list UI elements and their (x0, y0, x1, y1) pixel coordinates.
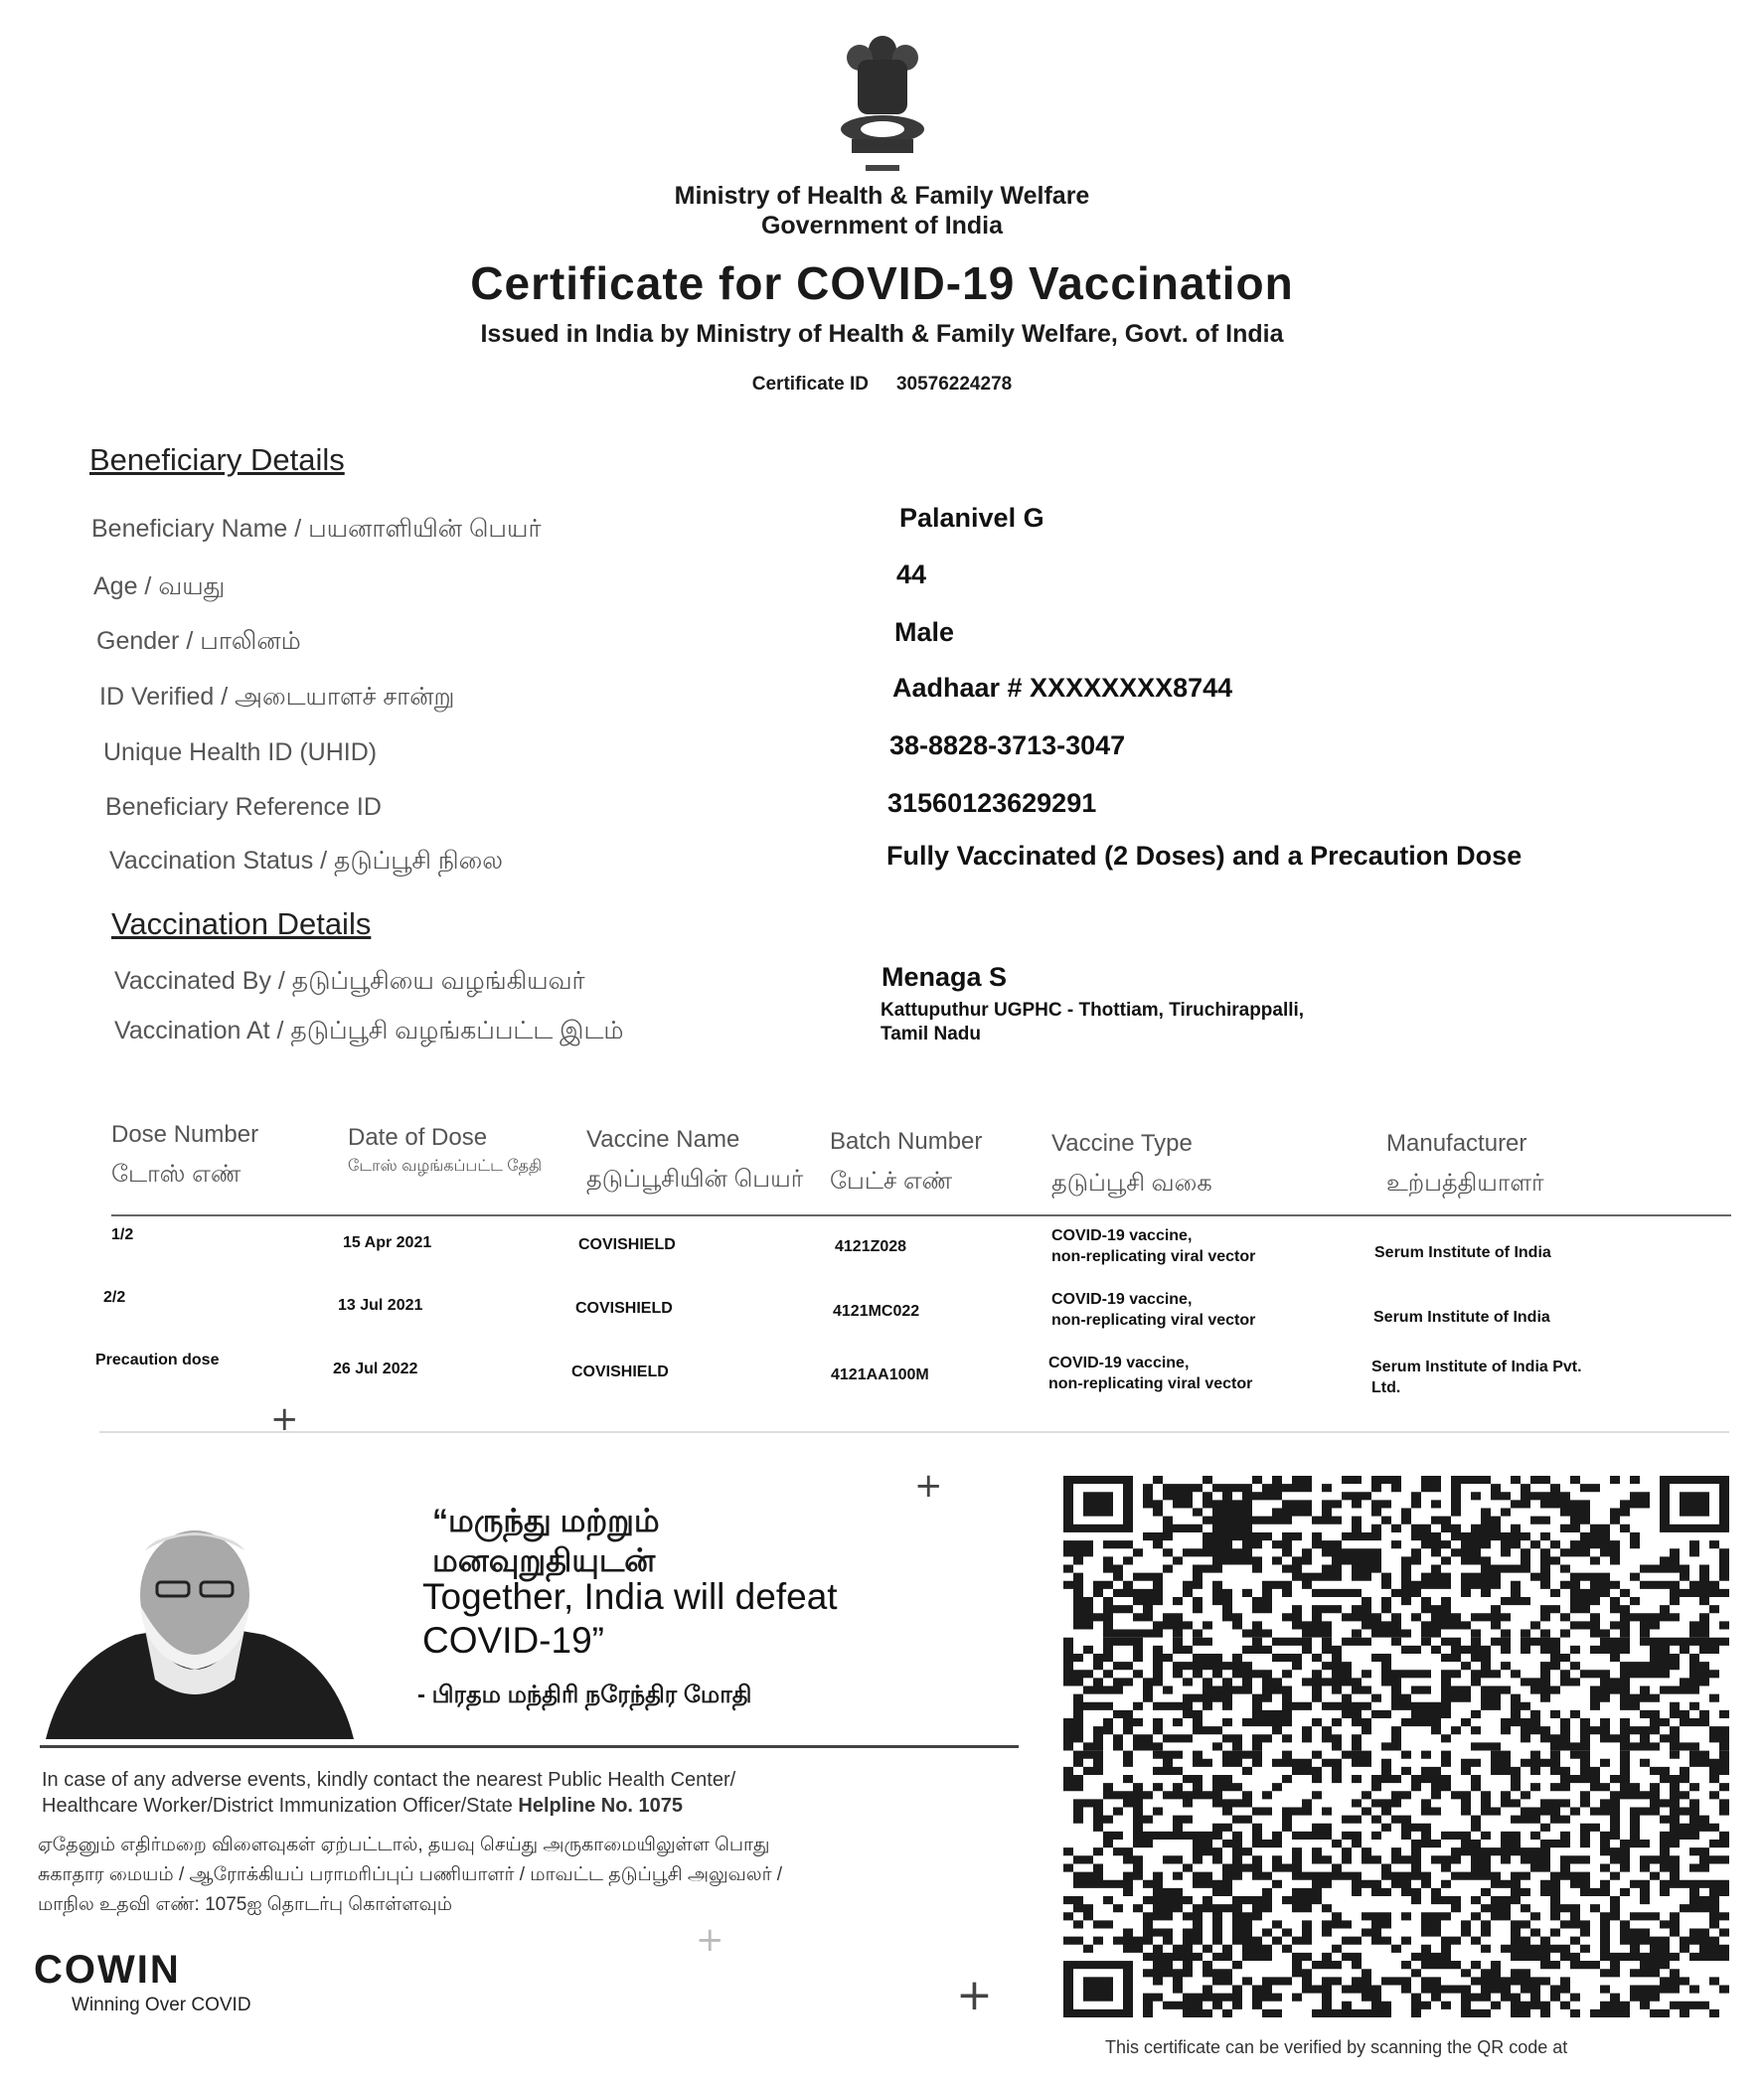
id-verified-label: ID Verified / அடையாளச் சான்று (99, 683, 455, 711)
quote-tamil-line-1: “மருந்து மற்றும் (432, 1503, 660, 1538)
vaccine-name-header-ta: தடுப்பூசியின் பெயர் (586, 1166, 804, 1193)
vaccination-status-value: Fully Vaccinated (2 Doses) and a Precaution Dose (886, 841, 1523, 871)
plus-icon: + (696, 1920, 724, 1960)
dose-1-vaccine-type-line-2: non-replicating viral vector (1051, 1248, 1256, 1265)
vaccination-details-heading: Vaccination Details (111, 906, 372, 941)
notice-tamil-line-2: சுகாதார மையம் / ஆரோக்கியப் பராமரிப்புப் பணியாளர் / மாவட்ட தடுப்பூசி அலுவலர் / (38, 1864, 783, 1885)
qr-code (1063, 1476, 1729, 2017)
dose-2-vaccine-type-line-1: COVID-19 vaccine, (1051, 1291, 1193, 1308)
dose-2-vaccine-type-line-2: non-replicating viral vector (1051, 1312, 1256, 1329)
vaccinated-by-label: Vaccinated By / தடுப்பூசியை வழங்கியவர் (114, 967, 585, 995)
qr-finder-pattern (1083, 1492, 1113, 1516)
quote-english-line-2: COVID-19” (422, 1620, 604, 1661)
adverse-events-notice-tamil (38, 1831, 1032, 1920)
ministry-line-1: Ministry of Health & Family Welfare (674, 182, 1090, 210)
id-verified-value: Aadhaar # XXXXXXXX8744 (892, 673, 1233, 703)
quote-author: - பிரதம மந்திரி நரேந்திர மோதி (417, 1682, 752, 1708)
table-bottom-divider (99, 1431, 1729, 1433)
dose-2-manufacturer-line-1: Serum Institute of India (1373, 1309, 1550, 1326)
certificate-id-label: Certificate ID (751, 374, 869, 395)
age-label: Age / வயது (93, 572, 226, 600)
batch-number-header-ta: பேட்ச் எண் (830, 1168, 953, 1195)
date-of-dose-header-ta: டோஸ் வழங்கப்பட்ட தேதி (348, 1158, 543, 1175)
certificate-id (0, 374, 1764, 396)
cowin-logo: COWIN (34, 1948, 181, 1992)
dose-2-vaccine-type (1051, 1289, 1255, 1331)
dose-2-date: 13 Jul 2021 (338, 1297, 423, 1314)
vaccine-type-header (1051, 1124, 1212, 1203)
dose-2-manufacturer (1373, 1307, 1550, 1328)
dose-3-vaccine-type (1048, 1353, 1252, 1394)
dose-3-number: Precaution dose (95, 1352, 220, 1368)
uhid-value: 38-8828-3713-3047 (889, 730, 1126, 760)
notice-english-line-2-text: Healthcare Worker/District Immunization Officer/State (42, 1795, 519, 1817)
vaccine-name-header-en: Vaccine Name (586, 1126, 740, 1153)
dose-1-vaccine-type (1051, 1225, 1255, 1267)
beneficiary-name-label: Beneficiary Name / பயனாளியின் பெயர் (91, 515, 542, 543)
dose-1-date: 15 Apr 2021 (343, 1234, 432, 1251)
dose-number-header (111, 1115, 258, 1195)
manufacturer-header (1386, 1124, 1544, 1203)
age-value: 44 (896, 560, 927, 589)
batch-number-header-en: Batch Number (830, 1128, 983, 1155)
vaccine-name-header (586, 1120, 803, 1200)
dose-3-manufacturer-line-2: Ltd. (1371, 1379, 1401, 1396)
dose-3-batch: 4121AA100M (831, 1366, 929, 1383)
vaccination-status-label: Vaccination Status / தடுப்பூசி நிலை (109, 847, 504, 875)
beneficiary-reference-id-value: 31560123629291 (887, 788, 1097, 818)
notice-tamil-line-1: ஏதேனும் எதிர்மறை விளைவுகள் ஏற்பட்டால், தயவு செய்து அருகாமையிலுள்ள பொது (38, 1835, 770, 1855)
date-of-dose-header (348, 1118, 566, 1176)
vaccination-at-line-2: Tamil Nadu (881, 1024, 981, 1044)
batch-number-header (830, 1122, 982, 1202)
vaccination-at-value (881, 999, 1304, 1046)
cowin-tagline: Winning Over COVID (72, 1995, 251, 2015)
gender-label: Gender / பாலினம் (96, 627, 301, 655)
dose-3-vaccine-type-line-2: non-replicating viral vector (1048, 1375, 1253, 1392)
dose-1-manufacturer (1374, 1242, 1551, 1263)
manufacturer-header-ta: உற்பத்தியாளர் (1386, 1170, 1544, 1197)
helpline-number: Helpline No. 1075 (518, 1795, 684, 1817)
beneficiary-name-value: Palanivel G (899, 503, 1044, 533)
vaccination-at-line-1: Kattuputhur UGPHC - Thottiam, Tiruchirappalli, (881, 1000, 1305, 1021)
dose-1-vaccine-type-line-1: COVID-19 vaccine, (1051, 1227, 1193, 1244)
vaccine-type-header-en: Vaccine Type (1051, 1130, 1193, 1157)
dose-3-manufacturer-line-1: Serum Institute of India Pvt. (1371, 1359, 1582, 1375)
prime-minister-portrait (46, 1511, 354, 1739)
uhid-label: Unique Health ID (UHID) (103, 738, 378, 766)
ministry-heading (0, 181, 1764, 241)
vaccinated-by-value: Menaga S (882, 962, 1008, 992)
dose-3-date: 26 Jul 2022 (333, 1361, 418, 1377)
verification-note: This certificate can be verified by scanning the QR code at (1105, 2037, 1568, 2057)
dose-3-manufacturer (1371, 1357, 1582, 1398)
plus-icon: + (956, 1970, 993, 2020)
ministry-line-2: Government of India (760, 212, 1004, 240)
qr-finder-pattern (1083, 1977, 1113, 2001)
vaccination-at-label: Vaccination At / தடுப்பூசி வழங்கப்பட்ட இடம் (114, 1017, 624, 1044)
manufacturer-header-en: Manufacturer (1386, 1130, 1527, 1157)
dose-number-header-en: Dose Number (111, 1121, 259, 1148)
quote-english-line-1: Together, India will defeat (422, 1576, 838, 1617)
dose-2-batch: 4121MC022 (833, 1303, 920, 1320)
dose-2-number: 2/2 (103, 1289, 126, 1306)
plus-icon: + (914, 1466, 943, 1506)
quote-tamil (432, 1501, 660, 1580)
date-of-dose-header-en: Date of Dose (348, 1124, 488, 1151)
adverse-events-notice-english (42, 1767, 1026, 1819)
qr-finder-pattern (1680, 1492, 1709, 1516)
quote-divider (40, 1745, 1019, 1748)
certificate-id-value: 30576224278 (895, 374, 1013, 395)
dose-3-vaccine-type-line-1: COVID-19 vaccine, (1048, 1355, 1190, 1371)
quote-english (422, 1575, 838, 1663)
notice-english-line-1: In case of any adverse events, kindly contact the nearest Public Health Center/ (42, 1769, 736, 1791)
dose-1-number: 1/2 (111, 1226, 134, 1243)
issued-by: Issued in India by Ministry of Health & Family Welfare, Govt. of India (480, 320, 1284, 348)
plus-icon: + (270, 1399, 299, 1439)
certificate-title: Certificate for COVID-19 Vaccination (470, 257, 1294, 309)
notice-tamil-line-3: மாநில உதவி எண்: 1075ஐ தொடர்பு கொள்ளவும் (38, 1894, 453, 1915)
dose-1-batch: 4121Z028 (835, 1238, 907, 1255)
qr-modules (1063, 1476, 1729, 2017)
notice-english-line-2 (42, 1793, 1026, 1819)
table-header-divider (111, 1214, 1731, 1216)
dose-3-vaccine-name: COVISHIELD (571, 1363, 669, 1380)
state-emblem-icon (828, 30, 937, 179)
dose-1-vaccine-name: COVISHIELD (578, 1236, 676, 1253)
gender-value: Male (894, 617, 955, 647)
dose-1-manufacturer-line-1: Serum Institute of India (1374, 1244, 1551, 1261)
dose-number-header-ta: டோஸ் எண் (111, 1161, 241, 1188)
dose-2-vaccine-name: COVISHIELD (575, 1300, 673, 1317)
beneficiary-reference-id-label: Beneficiary Reference ID (105, 793, 382, 821)
quote-tamil-line-2: மனவுறுதியுடன் (432, 1542, 656, 1578)
beneficiary-details-heading: Beneficiary Details (89, 442, 345, 477)
vaccine-type-header-ta: தடுப்பூசி வகை (1051, 1170, 1212, 1197)
